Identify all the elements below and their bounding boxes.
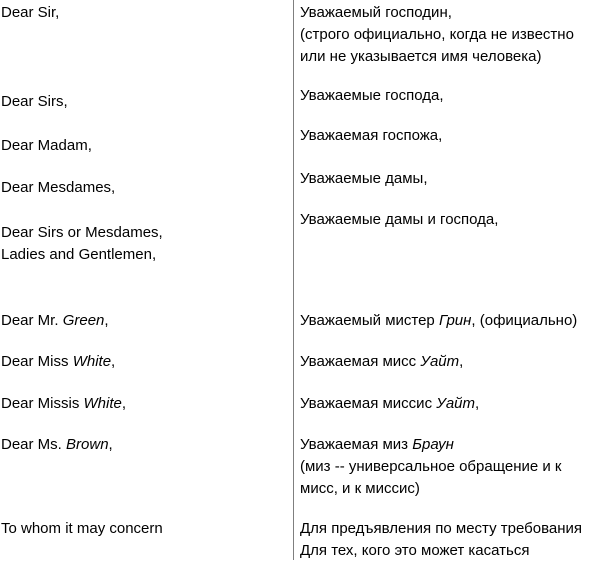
name-italic: White [72,353,112,370]
text-line [300,540,582,562]
text-line [1,393,126,415]
text-line [1,310,109,332]
text-segment: Dear Missis [1,395,84,412]
english-salutation [1,393,126,415]
text-segment: Dear Sirs or Mesdames, [1,224,163,241]
text-line [300,456,562,478]
text-line [1,244,163,266]
russian-translation [300,209,498,231]
text-segment: Уважаемые дамы и господа, [300,211,499,228]
text-segment: Уважаемая миссис [300,395,437,412]
text-line [300,168,428,190]
text-segment: (строго официально, когда не известно [300,26,574,43]
russian-translation [300,168,428,190]
text-segment: Для предъявления по месту требования [300,520,583,537]
text-line [300,209,498,231]
text-line [1,91,68,113]
text-segment: , [111,353,116,370]
russian-translation [300,2,574,68]
text-segment: (миз -- универсальное обращение и к [300,458,562,475]
name-italic: Уайт [436,395,476,412]
russian-translation [300,85,444,107]
text-segment: Уважаемые дамы, [300,170,428,187]
text-segment: , [108,436,113,453]
text-segment: Уважаемая миз [300,436,413,453]
english-salutation [1,91,68,113]
english-salutation [1,222,163,266]
text-segment: , [104,312,109,329]
text-segment: , [459,353,464,370]
russian-translation [300,518,582,562]
english-salutation [1,351,115,373]
english-salutation [1,434,113,456]
text-line [300,393,479,415]
russian-translation [300,393,479,415]
russian-translation [300,351,463,373]
text-line [300,125,442,147]
text-line [1,222,163,244]
text-segment: , (официально) [471,312,578,329]
text-line [1,177,115,199]
english-salutation [1,135,92,157]
english-salutation [1,177,115,199]
text-line [1,351,115,373]
english-salutation [1,310,109,332]
name-italic: White [83,395,122,412]
text-segment: To whom it may concern [1,520,163,537]
text-segment: Dear Madam, [1,137,92,154]
name-italic: Green [62,312,105,329]
text-segment: Dear Sirs, [1,93,68,110]
text-line [300,518,582,540]
text-segment: Уважаемая госпожа, [300,127,443,144]
name-italic: Браун [412,436,454,453]
text-line [300,478,562,500]
text-line [1,518,163,540]
russian-translation [300,434,562,500]
text-line [300,351,463,373]
column-divider [293,0,294,560]
text-segment: Уважаемый мистер [300,312,439,329]
text-segment: Для тех, кого это может касаться [300,542,530,559]
text-line [300,85,444,107]
text-line [300,2,574,24]
text-segment: Ladies and Gentlemen, [1,246,157,263]
text-segment: , [121,395,127,412]
text-segment: Dear Mr. [1,312,63,329]
text-line [1,434,113,456]
text-line [300,46,574,68]
russian-translation [300,310,577,332]
english-salutation [1,2,59,24]
text-line [1,135,92,157]
text-segment: Dear Sir, [1,4,60,21]
text-segment: Dear Ms. [1,436,67,453]
text-segment: Уважаемая мисс [300,353,421,370]
english-salutation [1,518,163,540]
text-segment: Dear Miss [1,353,73,370]
text-line [300,24,574,46]
text-line [300,434,562,456]
name-italic: Грин [438,312,472,329]
text-line [300,310,577,332]
text-segment: мисс, и к миссис) [300,480,420,497]
name-italic: Уайт [420,353,460,370]
text-segment: Уважаемый господин, [300,4,452,21]
name-italic: Brown [66,436,109,453]
text-segment: Dear Mesdames, [1,179,116,196]
text-line [1,2,59,24]
text-segment: Уважаемые господа, [300,87,444,104]
text-segment: , [475,395,480,412]
russian-translation [300,125,442,147]
text-segment: или не указывается имя человека) [300,48,542,65]
